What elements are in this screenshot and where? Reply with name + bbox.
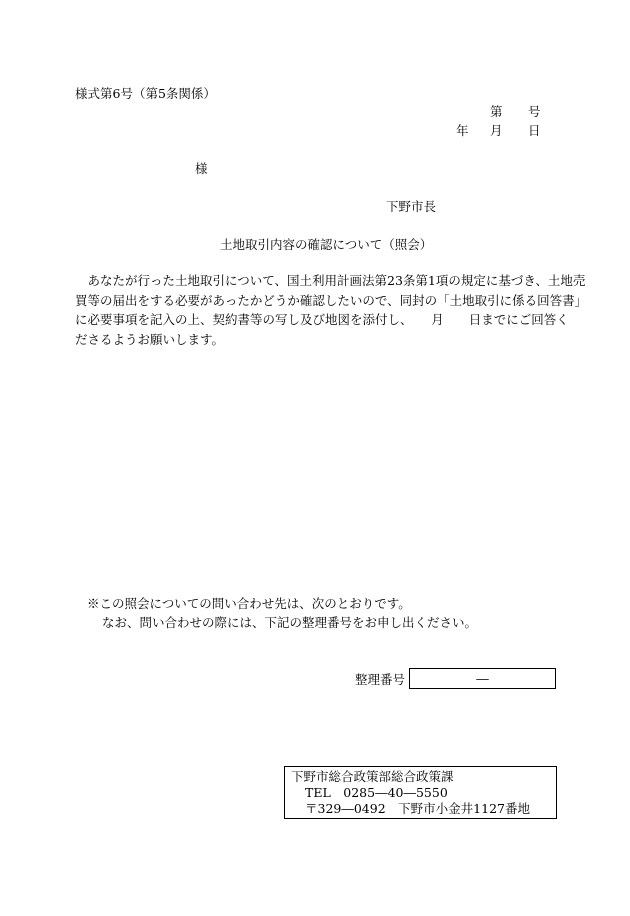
inquiry-note-detail: なお、問い合わせの際には、下記の整理番号をお申し出ください。 [102,615,478,630]
contact-box [284,766,557,819]
reference-number-value: ― [476,671,489,686]
inquiry-note: ※この照会についての問い合わせ先は、次のとおりです。 [87,596,411,611]
body-line: ださるようお願いします。 [75,331,225,347]
document-number-prefix: 第 [490,104,503,119]
body-line: あなたが行った土地取引について、国土利用計画法第23条第1項の規定に基づき、土地売 [75,273,586,288]
reference-number-box [409,668,556,689]
date-year-label: 年 [456,123,469,138]
body-line: 買等の届出をする必要があったかどうか確認したいので、同封の「土地取引に係る回答書」 [75,292,588,308]
document-number-suffix: 号 [528,104,541,119]
body-paragraph [75,271,587,349]
contact-telephone: TEL 0285―40―5550 [305,785,448,800]
contact-address: 〒329―0492 下野市小金井1127番地 [305,801,530,816]
document-subject: 土地取引内容の確認について（照会） [220,237,433,252]
addressee-honorific: 様 [195,161,208,176]
contact-department: 下野市総合政策部総合政策課 [291,769,454,784]
body-line: に必要事項を記入の上、契約書等の写し及び地図を添付し、 月 日までにご回答く [75,312,569,327]
form-label: 様式第6号（第5条関係） [75,86,216,101]
reference-number-label: 整理番号 [355,672,406,687]
sender-name: 下野市長 [386,199,437,214]
date-day-label: 日 [528,123,541,138]
date-month-label: 月 [490,123,503,138]
